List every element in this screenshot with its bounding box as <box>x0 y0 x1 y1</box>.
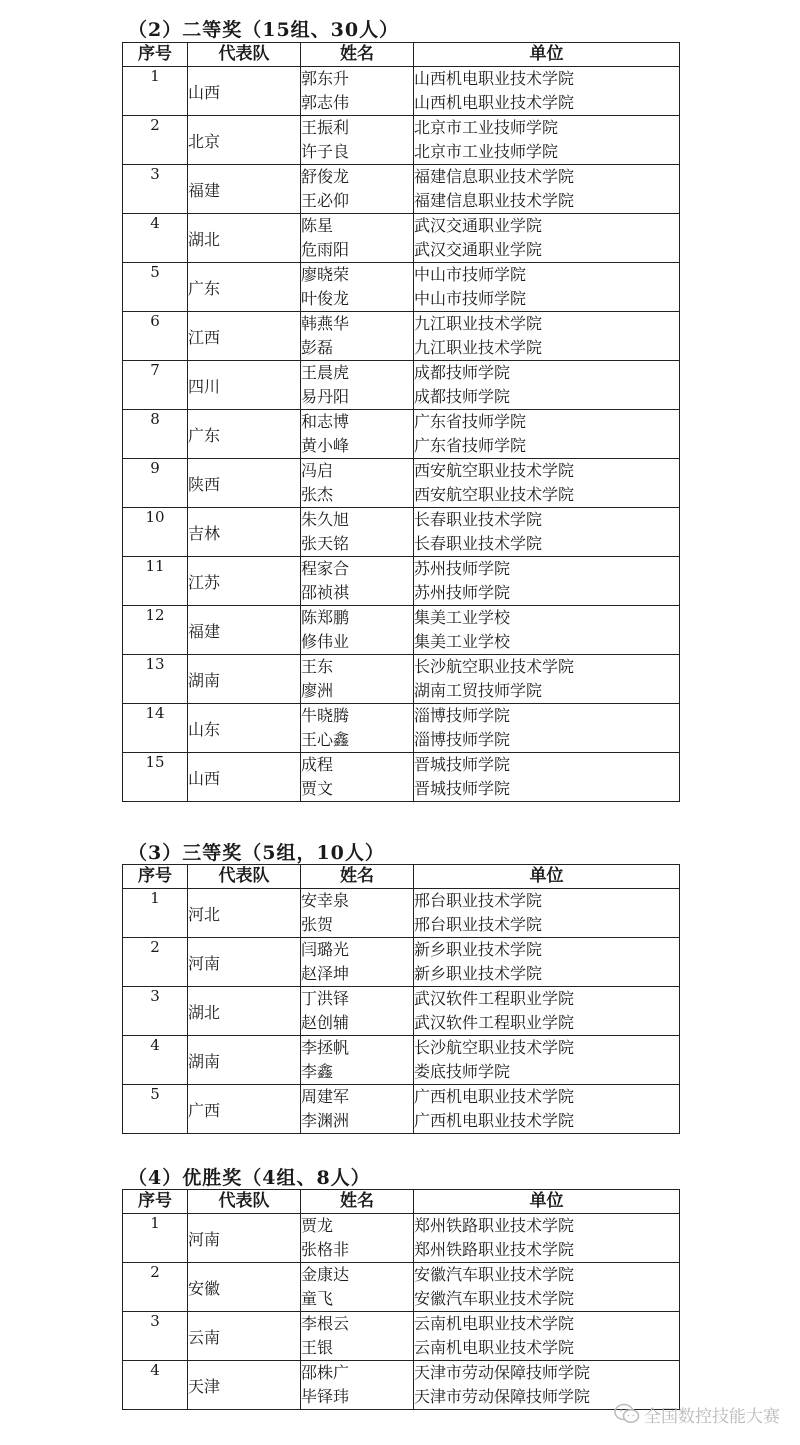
table-row <box>123 1263 680 1312</box>
member-unit: 天津市劳动保障技师学院 <box>414 1387 591 1406</box>
name-cell <box>301 1312 414 1361</box>
unit-cell <box>414 1036 680 1085</box>
table-row <box>123 704 680 753</box>
wechat-icon <box>614 1403 640 1425</box>
name-cell <box>301 606 414 655</box>
name-cell <box>301 165 414 214</box>
member-unit: 安徽汽车职业技术学院 <box>414 1289 575 1308</box>
member-name: 易丹阳 <box>301 387 350 406</box>
watermark <box>614 1400 780 1428</box>
member-name: 赵创辅 <box>301 1013 350 1032</box>
member-unit: 苏州技师学院 <box>414 583 511 602</box>
member-name: 贾龙 <box>301 1216 334 1235</box>
member-unit: 安徽汽车职业技术学院 <box>414 1265 575 1284</box>
unit-cell <box>414 67 680 116</box>
member-name: 李渊洲 <box>301 1111 350 1130</box>
member-unit: 九江职业技术学院 <box>414 314 543 333</box>
team-cell: 四川 <box>188 361 301 410</box>
team-cell: 山东 <box>188 704 301 753</box>
unit-cell <box>414 753 680 802</box>
member-name: 毕铎玮 <box>301 1387 350 1406</box>
header-row <box>123 865 680 889</box>
team-cell: 广西 <box>188 1085 301 1134</box>
col-header-unit: 单位 <box>414 1190 680 1214</box>
member-name: 韩燕华 <box>301 314 350 333</box>
member-name: 危雨阳 <box>301 240 350 259</box>
unit-cell <box>414 361 680 410</box>
member-unit: 广东省技师学院 <box>414 412 527 431</box>
table-row <box>123 606 680 655</box>
member-unit: 邢台职业技术学院 <box>414 915 543 934</box>
member-name: 贾文 <box>301 779 334 798</box>
name-cell <box>301 312 414 361</box>
member-unit: 淄博技师学院 <box>414 730 511 749</box>
table-row <box>123 165 680 214</box>
team-cell: 山西 <box>188 753 301 802</box>
row-number: 7 <box>123 361 188 410</box>
row-number: 10 <box>123 508 188 557</box>
name-cell <box>301 1036 414 1085</box>
table-row <box>123 67 680 116</box>
table-row <box>123 459 680 508</box>
team-cell: 湖南 <box>188 655 301 704</box>
row-number: 1 <box>123 1214 188 1263</box>
col-header-no: 序号 <box>123 1190 188 1214</box>
member-name: 安幸泉 <box>301 891 350 910</box>
table-row <box>123 1214 680 1263</box>
name-cell <box>301 410 414 459</box>
member-name: 金康达 <box>301 1265 350 1284</box>
member-unit: 北京市工业技师学院 <box>414 142 559 161</box>
table-row <box>123 557 680 606</box>
name-cell <box>301 263 414 312</box>
member-name: 程家合 <box>301 559 350 578</box>
member-name: 邵祯祺 <box>301 583 350 602</box>
member-name: 赵泽坤 <box>301 964 350 983</box>
table-row <box>123 508 680 557</box>
col-header-no: 序号 <box>123 43 188 67</box>
col-header-team: 代表队 <box>188 43 301 67</box>
member-unit: 长沙航空职业技术学院 <box>414 1038 575 1057</box>
row-number: 13 <box>123 655 188 704</box>
award-table <box>122 1189 680 1410</box>
member-unit: 西安航空职业技术学院 <box>414 461 575 480</box>
table-row <box>123 655 680 704</box>
name-cell <box>301 938 414 987</box>
member-name: 修伟业 <box>301 632 350 651</box>
unit-cell <box>414 987 680 1036</box>
member-unit: 天津市劳动保障技师学院 <box>414 1363 591 1382</box>
col-header-unit: 单位 <box>414 865 680 889</box>
row-number: 3 <box>123 1312 188 1361</box>
member-unit: 淄博技师学院 <box>414 706 511 725</box>
table-row <box>123 263 680 312</box>
member-unit: 山西机电职业技术学院 <box>414 69 575 88</box>
member-name: 李拯帆 <box>301 1038 350 1057</box>
team-cell: 江西 <box>188 312 301 361</box>
team-cell: 吉林 <box>188 508 301 557</box>
team-cell: 陕西 <box>188 459 301 508</box>
member-unit: 晋城技师学院 <box>414 755 511 774</box>
member-name: 和志博 <box>301 412 350 431</box>
member-unit: 广西机电职业技术学院 <box>414 1087 575 1106</box>
member-name: 闫璐光 <box>301 940 350 959</box>
col-header-team: 代表队 <box>188 1190 301 1214</box>
unit-cell <box>414 410 680 459</box>
table-row <box>123 753 680 802</box>
section-title: （3）三等奖（5组，10人） <box>128 842 385 864</box>
team-cell: 福建 <box>188 606 301 655</box>
table-row <box>123 116 680 165</box>
table-row <box>123 312 680 361</box>
section-title: （2）二等奖（15组、30人） <box>128 19 400 41</box>
member-name: 叶俊龙 <box>301 289 350 308</box>
row-number: 2 <box>123 938 188 987</box>
member-unit: 湖南工贸技师学院 <box>414 681 543 700</box>
member-unit: 福建信息职业技术学院 <box>414 191 575 210</box>
name-cell <box>301 704 414 753</box>
member-unit: 新乡职业技术学院 <box>414 964 543 983</box>
table-row <box>123 214 680 263</box>
name-cell <box>301 1085 414 1134</box>
member-unit: 西安航空职业技术学院 <box>414 485 575 504</box>
member-unit: 成都技师学院 <box>414 363 511 382</box>
member-name: 周建军 <box>301 1087 350 1106</box>
member-unit: 新乡职业技术学院 <box>414 940 543 959</box>
name-cell <box>301 214 414 263</box>
member-name: 丁洪铎 <box>301 989 350 1008</box>
table-row <box>123 1036 680 1085</box>
member-name: 张贺 <box>301 915 334 934</box>
member-name: 童飞 <box>301 1289 334 1308</box>
member-name: 王晨虎 <box>301 363 350 382</box>
member-unit: 北京市工业技师学院 <box>414 118 559 137</box>
member-name: 陈郑鹏 <box>301 608 350 627</box>
name-cell <box>301 67 414 116</box>
name-cell <box>301 889 414 938</box>
col-header-team: 代表队 <box>188 865 301 889</box>
row-number: 8 <box>123 410 188 459</box>
table-row <box>123 1085 680 1134</box>
row-number: 2 <box>123 116 188 165</box>
unit-cell <box>414 557 680 606</box>
unit-cell <box>414 459 680 508</box>
member-name: 李鑫 <box>301 1062 334 1081</box>
member-name: 冯启 <box>301 461 334 480</box>
row-number: 4 <box>123 1036 188 1085</box>
row-number: 9 <box>123 459 188 508</box>
unit-cell <box>414 116 680 165</box>
member-name: 王银 <box>301 1338 334 1357</box>
section-title: （4）优胜奖（4组、8人） <box>128 1167 371 1189</box>
member-unit: 郑州铁路职业技术学院 <box>414 1216 575 1235</box>
team-cell: 河北 <box>188 889 301 938</box>
table-row <box>123 987 680 1036</box>
team-cell: 云南 <box>188 1312 301 1361</box>
member-name: 郭志伟 <box>301 93 350 112</box>
member-unit: 成都技师学院 <box>414 387 511 406</box>
member-unit: 云南机电职业技术学院 <box>414 1338 575 1357</box>
unit-cell <box>414 1312 680 1361</box>
team-cell: 福建 <box>188 165 301 214</box>
col-header-name: 姓名 <box>301 865 414 889</box>
table-row <box>123 361 680 410</box>
member-unit: 苏州技师学院 <box>414 559 511 578</box>
unit-cell <box>414 1263 680 1312</box>
name-cell <box>301 987 414 1036</box>
member-unit: 长春职业技术学院 <box>414 510 543 529</box>
row-number: 3 <box>123 987 188 1036</box>
table-row <box>123 1312 680 1361</box>
member-unit: 中山市技师学院 <box>414 265 527 284</box>
row-number: 1 <box>123 67 188 116</box>
name-cell <box>301 508 414 557</box>
header-row <box>123 43 680 67</box>
watermark-text: 全国数控技能大赛 <box>644 1406 780 1427</box>
member-name: 李根云 <box>301 1314 350 1333</box>
member-name: 舒俊龙 <box>301 167 350 186</box>
member-name: 牛晓腾 <box>301 706 350 725</box>
team-cell: 江苏 <box>188 557 301 606</box>
unit-cell <box>414 263 680 312</box>
member-name: 邵株广 <box>301 1363 350 1382</box>
team-cell: 北京 <box>188 116 301 165</box>
table-row <box>123 889 680 938</box>
member-name: 张天铭 <box>301 534 350 553</box>
table-row <box>123 938 680 987</box>
member-unit: 武汉交通职业学院 <box>414 216 543 235</box>
col-header-name: 姓名 <box>301 43 414 67</box>
name-cell <box>301 1214 414 1263</box>
member-unit: 广西机电职业技术学院 <box>414 1111 575 1130</box>
award-table <box>122 42 680 802</box>
unit-cell <box>414 606 680 655</box>
unit-cell <box>414 165 680 214</box>
row-number: 15 <box>123 753 188 802</box>
member-unit: 邢台职业技术学院 <box>414 891 543 910</box>
member-unit: 武汉交通职业学院 <box>414 240 543 259</box>
member-name: 王必仰 <box>301 191 350 210</box>
team-cell: 湖北 <box>188 214 301 263</box>
member-unit: 武汉软件工程职业学院 <box>414 989 575 1008</box>
header-row <box>123 1190 680 1214</box>
row-number: 6 <box>123 312 188 361</box>
member-unit: 郑州铁路职业技术学院 <box>414 1240 575 1259</box>
member-name: 许子良 <box>301 142 350 161</box>
team-cell: 广东 <box>188 410 301 459</box>
member-name: 廖晓荣 <box>301 265 350 284</box>
row-number: 3 <box>123 165 188 214</box>
team-cell: 山西 <box>188 67 301 116</box>
unit-cell <box>414 655 680 704</box>
team-cell: 河南 <box>188 1214 301 1263</box>
member-unit: 九江职业技术学院 <box>414 338 543 357</box>
name-cell <box>301 655 414 704</box>
col-header-unit: 单位 <box>414 43 680 67</box>
unit-cell <box>414 889 680 938</box>
member-unit: 广东省技师学院 <box>414 436 527 455</box>
unit-cell <box>414 1214 680 1263</box>
team-cell: 安徽 <box>188 1263 301 1312</box>
unit-cell <box>414 1085 680 1134</box>
member-name: 黄小峰 <box>301 436 350 455</box>
member-unit: 福建信息职业技术学院 <box>414 167 575 186</box>
name-cell <box>301 116 414 165</box>
member-unit: 长沙航空职业技术学院 <box>414 657 575 676</box>
row-number: 2 <box>123 1263 188 1312</box>
member-name: 成程 <box>301 755 334 774</box>
unit-cell <box>414 312 680 361</box>
member-name: 王心鑫 <box>301 730 350 749</box>
team-cell: 河南 <box>188 938 301 987</box>
row-number: 5 <box>123 263 188 312</box>
member-name: 郭东升 <box>301 69 350 88</box>
member-unit: 长春职业技术学院 <box>414 534 543 553</box>
name-cell <box>301 361 414 410</box>
team-cell: 湖北 <box>188 987 301 1036</box>
unit-cell <box>414 214 680 263</box>
row-number: 4 <box>123 214 188 263</box>
row-number: 4 <box>123 1361 188 1410</box>
member-name: 彭磊 <box>301 338 334 357</box>
member-name: 王振利 <box>301 118 350 137</box>
member-name: 张杰 <box>301 485 334 504</box>
name-cell <box>301 753 414 802</box>
member-name: 王东 <box>301 657 334 676</box>
award-table <box>122 864 680 1134</box>
member-unit: 山西机电职业技术学院 <box>414 93 575 112</box>
team-cell: 广东 <box>188 263 301 312</box>
member-name: 张格非 <box>301 1240 350 1259</box>
team-cell: 湖南 <box>188 1036 301 1085</box>
member-unit: 晋城技师学院 <box>414 779 511 798</box>
table-row <box>123 410 680 459</box>
member-unit: 云南机电职业技术学院 <box>414 1314 575 1333</box>
name-cell <box>301 1361 414 1410</box>
name-cell <box>301 1263 414 1312</box>
team-cell: 天津 <box>188 1361 301 1410</box>
unit-cell <box>414 938 680 987</box>
row-number: 12 <box>123 606 188 655</box>
name-cell <box>301 557 414 606</box>
member-name: 廖洲 <box>301 681 334 700</box>
unit-cell <box>414 508 680 557</box>
table-row <box>123 1361 680 1410</box>
col-header-no: 序号 <box>123 865 188 889</box>
member-unit: 武汉软件工程职业学院 <box>414 1013 575 1032</box>
member-name: 陈星 <box>301 216 334 235</box>
member-name: 朱久旭 <box>301 510 350 529</box>
row-number: 14 <box>123 704 188 753</box>
member-unit: 中山市技师学院 <box>414 289 527 308</box>
member-unit: 集美工业学校 <box>414 608 511 627</box>
unit-cell <box>414 704 680 753</box>
name-cell <box>301 459 414 508</box>
member-unit: 娄底技师学院 <box>414 1062 511 1081</box>
row-number: 11 <box>123 557 188 606</box>
row-number: 5 <box>123 1085 188 1134</box>
col-header-name: 姓名 <box>301 1190 414 1214</box>
row-number: 1 <box>123 889 188 938</box>
member-unit: 集美工业学校 <box>414 632 511 651</box>
